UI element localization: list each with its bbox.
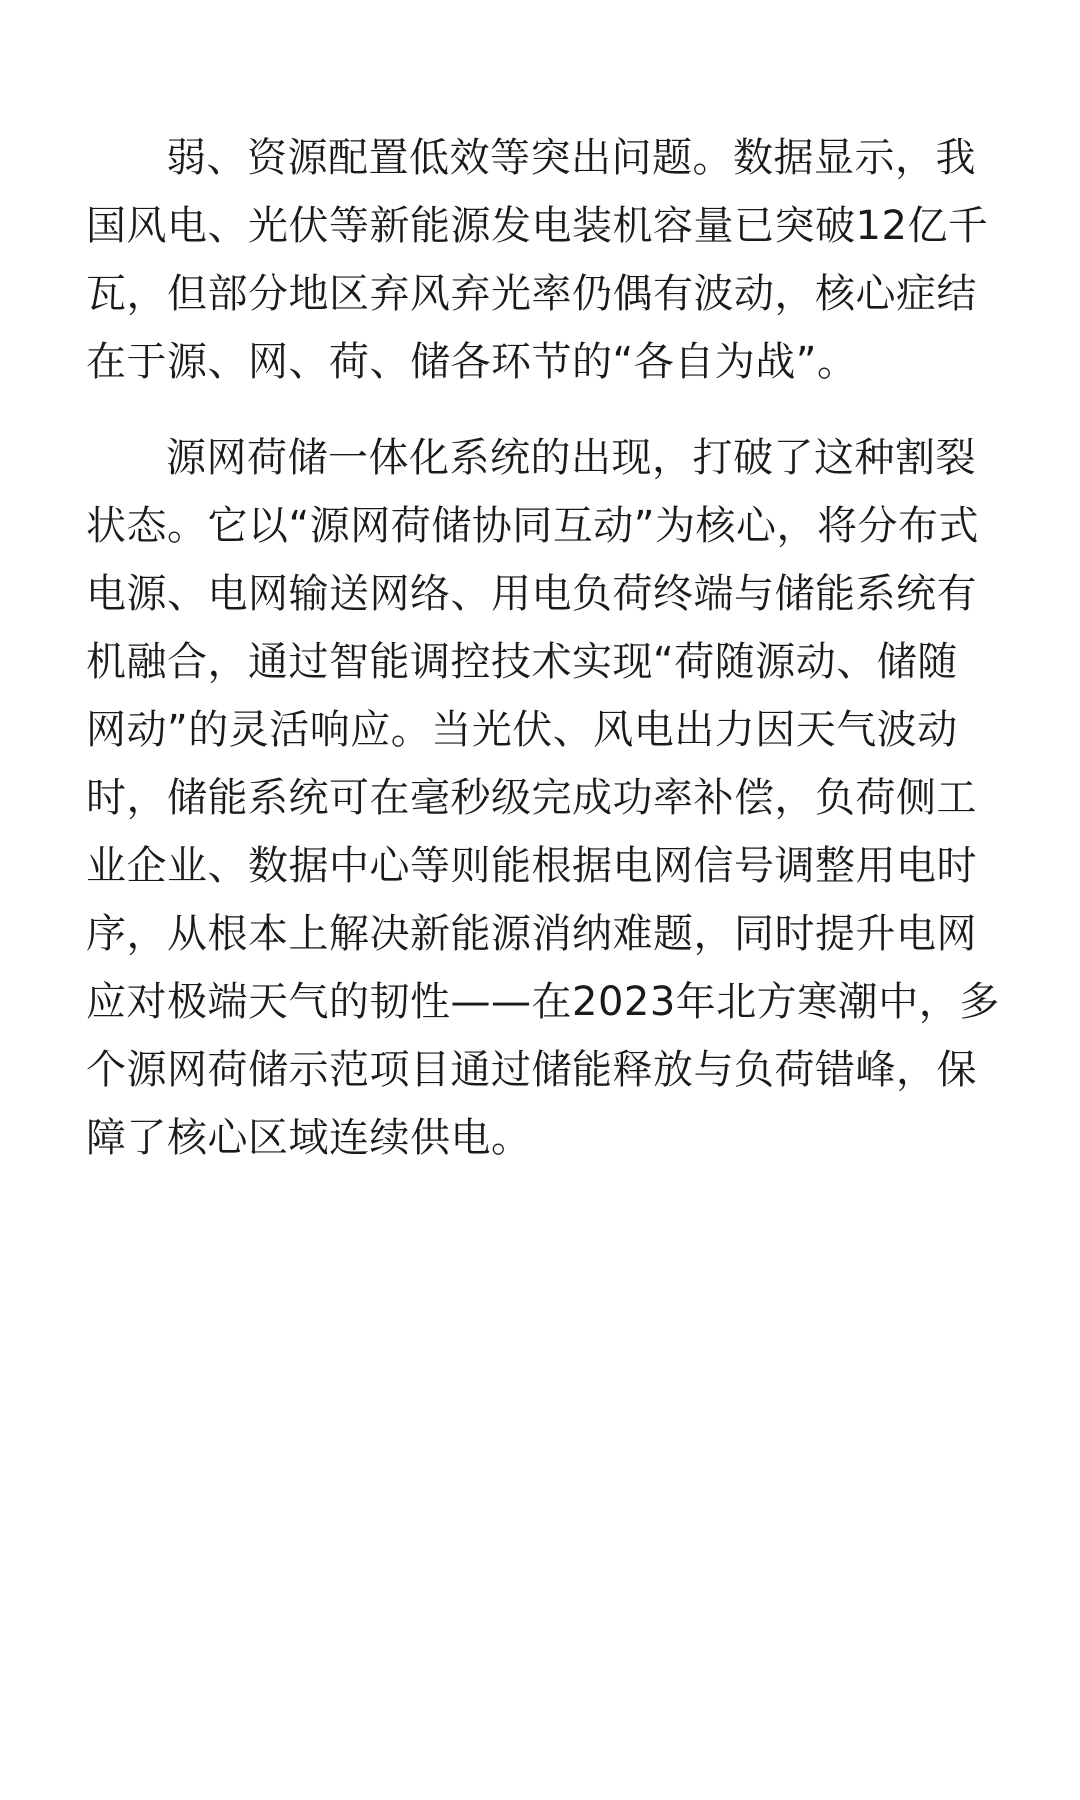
text-line: 弱、资源配置低效等突出问题。数据显示，我 <box>166 135 976 181</box>
text-line: 机融合，通过智能调控技术实现“荷随源动、储随 <box>86 639 958 685</box>
text-line: 电源、电网输送网络、用电负荷终端与储能系统有 <box>86 571 977 617</box>
text-line: 网动”的灵活响应。当光伏、风电出力因天气波动 <box>86 707 958 753</box>
paragraph-1 <box>86 124 996 396</box>
article-body <box>86 124 1000 1200</box>
text-line: 国风电、光伏等新能源发电装机容量已突破12亿千 <box>86 203 989 249</box>
text-line: 时，储能系统可在毫秒级完成功率补偿，负荷侧工 <box>86 775 977 821</box>
text-line: 瓦，但部分地区弃风弃光率仍偶有波动，核心症结 <box>86 271 977 317</box>
text-line: 个源网荷储示范项目通过储能释放与负荷错峰，保 <box>86 1047 977 1093</box>
text-line: 障了核心区域连续供电。 <box>86 1115 532 1161</box>
text-line: 源网荷储一体化系统的出现，打破了这种割裂 <box>166 435 976 481</box>
text-line: 序，从根本上解决新能源消纳难题，同时提升电网 <box>86 911 977 957</box>
text-line: 业企业、数据中心等则能根据电网信号调整用电时 <box>86 843 977 889</box>
text-line: 在于源、网、荷、储各环节的“各自为战”。 <box>86 339 858 385</box>
paragraph-2 <box>86 424 1000 1172</box>
text-line: 应对极端天气的韧性——在2023年北方寒潮中，多 <box>86 979 1000 1025</box>
text-line: 状态。它以“源网荷储协同互动”为核心，将分布式 <box>86 503 979 549</box>
